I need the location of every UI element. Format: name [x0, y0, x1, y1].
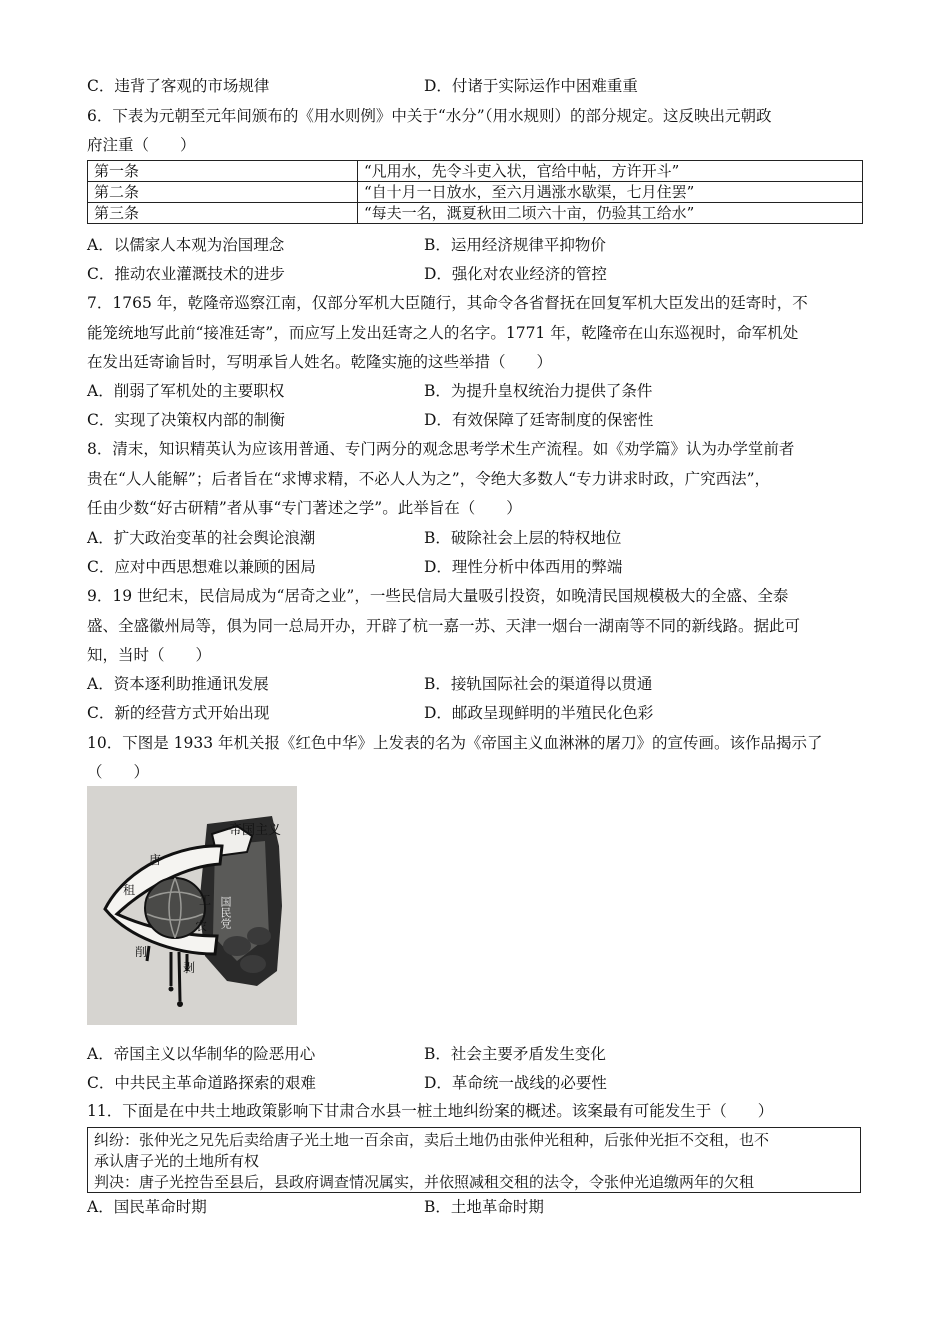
q7-stem-line3: 在发出廷寄谕旨时，写明承旨人姓名。乾隆实施的这些举措（ ）	[87, 353, 553, 371]
q11-case-box	[87, 1127, 861, 1193]
q10-option-d: D．革命统一战线的必要性	[424, 1074, 607, 1092]
q8-stem-line3: 任由少数“好古研精”者从事“专门著述之学”。此举旨在（ ）	[87, 499, 522, 517]
figure-label-worker: 工	[199, 893, 212, 907]
q9-option-d: D．邮政呈现鲜明的半殖民化色彩	[424, 704, 654, 722]
q11-case-judgment: 判决：唐子光控告至县后，县政府调查情况属实，并依照减租交租的法令，令张仲光追缴两年的欠租	[94, 1173, 755, 1191]
q6-stem-line1: 6．下表为元朝至元年间颁布的《用水则例》中关于“水分”（用水规则）的部分规定。这反映出元朝政	[87, 107, 772, 125]
q10-option-b: B．社会主要矛盾发生变化	[424, 1045, 606, 1063]
table-row	[88, 161, 863, 182]
figure-label-peasant: 农	[195, 919, 208, 933]
q7-option-a: A．削弱了军机处的主要职权	[87, 382, 285, 400]
table-row	[88, 203, 863, 224]
rule-text: “自十月一日放水，至六月遇涨水歇渠，七月住罢”	[358, 182, 863, 203]
figure-label-tang: 唐	[149, 853, 162, 867]
q5-option-c: C．违背了客观的市场规律	[87, 77, 270, 95]
rule-label: 第二条	[88, 182, 358, 203]
q11-case-dispute-line1: 纠纷：张仲光之兄先后卖给唐子光土地一百余亩，卖后土地仍由张仲光租种，后张仲光拒不交租，也不	[94, 1131, 770, 1149]
q7-option-c: C．实现了决策权内部的制衡	[87, 411, 285, 429]
q8-option-b: B．破除社会上层的特权地位	[424, 529, 622, 547]
q9-option-c: C．新的经营方式开始出现	[87, 704, 270, 722]
woodcut-illustration	[87, 786, 297, 1025]
q10-option-a: A．帝国主义以华制华的险恶用心	[87, 1045, 316, 1063]
rule-label: 第三条	[88, 203, 358, 224]
q9-stem-line2: 盛、全盛徽州局等，俱为同一总局开办，开辟了杭一嘉一苏、天津一烟台一湖南等不同的新线路。据此可	[87, 617, 801, 635]
rule-text: “凡用水，先令斗吏入状，官给中帖，方许开斗”	[358, 161, 863, 182]
q9-stem-line1: 9．19 世纪末，民信局成为“居奇之业”，一些民信局大量吸引投资，如晚清民国规模极大的全盛、全泰	[87, 587, 789, 605]
rule-label: 第一条	[88, 161, 358, 182]
q8-stem-line1: 8．清末，知识精英认为应该用普通、专门两分的观念思考学术生产流程。如《劝学篇》认为办学堂前者	[87, 440, 795, 458]
q7-option-b: B．为提升皇权统治力提供了条件	[424, 382, 653, 400]
q10-stem-line2: （ ）	[87, 763, 150, 781]
figure-label-imperialism: 帝国主义	[229, 822, 282, 837]
q11-case-dispute-line2: 承认唐子光的土地所有权	[94, 1152, 260, 1170]
q7-option-d: D．有效保障了廷寄制度的保密性	[424, 411, 654, 429]
figure-label-rent: 租	[123, 883, 136, 897]
q11-option-a: A．国民革命时期	[87, 1198, 207, 1216]
q7-stem-line2: 能笼统地写此前“接准廷寄”，而应写上发出廷寄之人的名字。1771 年，乾隆帝在山东巡视时，命军机处	[87, 324, 799, 342]
q6-option-b: B．运用经济规律平抑物价	[424, 236, 606, 254]
q6-rules-table	[87, 160, 863, 224]
q6-stem-line2: 府注重（ ）	[87, 136, 196, 154]
q11-option-b: B．土地革命时期	[424, 1198, 544, 1216]
figure-label-kmt: 国民党	[219, 896, 231, 929]
q9-option-a: A．资本逐利助推通讯发展	[87, 675, 269, 693]
q9-option-b: B．接轨国际社会的渠道得以贯通	[424, 675, 653, 693]
q5-option-d: D．付诸于实际运作中困难重重	[424, 77, 638, 95]
q8-option-c: C．应对中西思想难以兼顾的困局	[87, 558, 316, 576]
q10-stem-line1: 10．下图是 1933 年机关报《红色中华》上发表的名为《帝国主义血淋淋的屠刀》的宣传画。该作品揭示了	[87, 734, 823, 752]
q8-option-d: D．理性分析中体西用的弊端	[424, 558, 623, 576]
q8-option-a: A．扩大政治变革的社会舆论浪潮	[87, 529, 316, 547]
q6-option-a: A．以儒家人本观为治国理念	[87, 236, 285, 254]
q10-option-c: C．中共民主革命道路探索的艰难	[87, 1074, 316, 1092]
q11-stem-line1: 11．下面是在中共土地政策影响下甘肃合水县一桩土地纠纷案的概述。该案最有可能发生于（ ）	[87, 1102, 774, 1120]
q6-option-c: C．推动农业灌溉技术的进步	[87, 265, 285, 283]
q7-stem-line1: 7．1765 年，乾隆帝巡察江南，仅部分军机大臣随行，其命令各省督抚在回复军机大臣发出的廷寄时，不	[87, 294, 808, 312]
q9-stem-line3: 知，当时（ ）	[87, 646, 212, 664]
q6-option-d: D．强化对农业经济的管控	[424, 265, 607, 283]
figure-label-xue: 削	[135, 945, 148, 959]
table-row	[88, 182, 863, 203]
rule-text: “每夫一名，溉夏秋田二顷六十亩，仍验其工给水”	[358, 203, 863, 224]
q8-stem-line2: 贵在“人人能解”；后者旨在“求博求精，不必人人为之”，令绝大多数人“专力讲求时政，广究西法”，	[87, 470, 771, 488]
propaganda-woodcut-figure	[87, 786, 297, 1025]
figure-label-bo: 剥	[183, 961, 196, 975]
